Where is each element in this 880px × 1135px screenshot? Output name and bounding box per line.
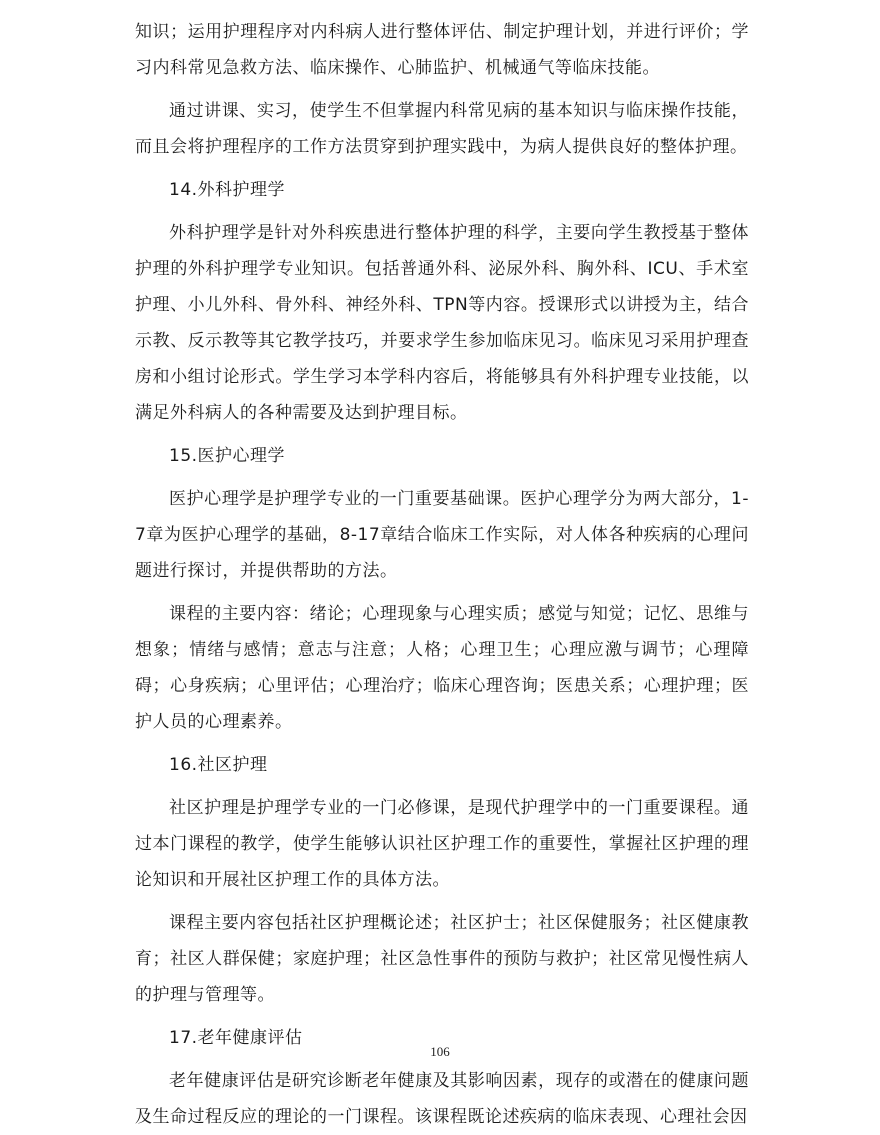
section-heading: 17.老年健康评估: [169, 1028, 303, 1048]
paragraph: 外科护理学是针对外科疾患进行整体护理的科学，主要向学生教授基于整体护理的外科护理学专业知识。包括普通外科、泌尿外科、胸外科、ICU、手术室护理、小儿外科、骨外科、神经外科、TPN等内容。授课形式以讲授为主，结合示教、反示教等其它教学技巧，并要求学生参加临床见习。临床见习采用护理查房和小组讨论形式。学生学习本学科内容后，将能够具有外科护理专业技能，以满足外科病人的各种需要及达到护理目标。: [135, 223, 749, 423]
paragraph: 通过讲课、实习，使学生不但掌握内科常见病的基本知识与临床操作技能，而且会将护理程序的工作方法贯穿到护理实践中，为病人提供良好的整体护理。: [135, 101, 749, 157]
paragraph-continued: 知识；运用护理程序对内科病人进行整体评估、制定护理计划，并进行评价；学习内科常见急救方法、临床操作、心肺监护、机械通气等临床技能。: [135, 22, 749, 78]
section-heading: 15.医护心理学: [169, 446, 286, 466]
paragraph: 医护心理学是护理学专业的一门重要基础课。医护心理学分为两大部分，1-7章为医护心理学的基础，8-17章结合临床工作实际，对人体各种疾病的心理问题进行探讨，并提供帮助的方法。: [135, 489, 749, 581]
paragraph: 课程主要内容包括社区护理概论述；社区护士；社区保健服务；社区健康教育；社区人群保健；家庭护理；社区急性事件的预防与救护；社区常见慢性病人的护理与管理等。: [135, 913, 749, 1005]
section-heading: 16.社区护理: [169, 755, 268, 775]
paragraph: 老年健康评估是研究诊断老年健康及其影响因素，现存的或潜在的健康问题及生命过程反应的理论的一门课程。该课程既论述疾病的临床表现、心理社会因: [135, 1071, 749, 1127]
paragraph: 课程的主要内容：绪论；心理现象与心理实质；感觉与知觉；记忆、思维与想象；情绪与感情；意志与注意；人格；心理卫生；心理应激与调节；心理障碍；心身疾病；心里评估；心理治疗；临床心理咨询；医患关系；心理护理；医护人员的心理素养。: [135, 604, 749, 732]
document-body: [135, 14, 749, 1135]
page-number: 106: [430, 1044, 450, 1059]
paragraph: 社区护理是护理学专业的一门必修课，是现代护理学中的一门重要课程。通过本门课程的教学，使学生能够认识社区护理工作的重要性，掌握社区护理的理论知识和开展社区护理工作的具体方法。: [135, 798, 749, 890]
section-heading: 14.外科护理学: [169, 180, 286, 200]
